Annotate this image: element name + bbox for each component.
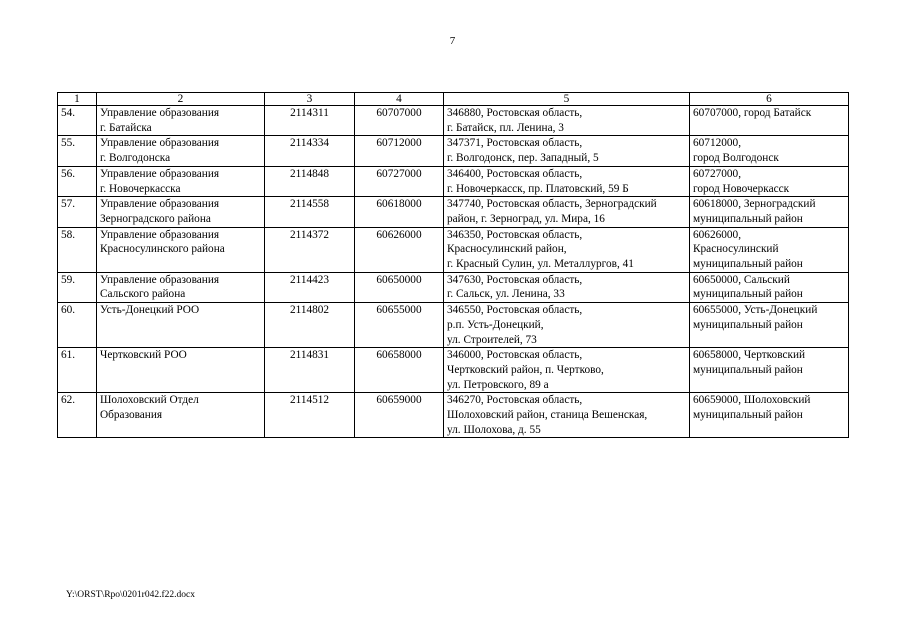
table-body (58, 106, 849, 438)
cell-line: г. Батайска (100, 121, 152, 134)
code-col-4: 60707000 (355, 106, 444, 136)
cell-line: 346350, Ростовская область, (447, 228, 583, 241)
row-number: 61. (58, 348, 97, 393)
municipality (690, 303, 849, 348)
row-number: 60. (58, 303, 97, 348)
cell-line: 346270, Ростовская область, (447, 394, 583, 407)
code-col-4: 60650000 (355, 272, 444, 302)
municipality (690, 166, 849, 196)
cell-line: г. Красный Сулин, ул. Металлургов, 41 (447, 258, 634, 271)
municipality (690, 197, 849, 227)
cell-line: 346880, Ростовская область, (447, 107, 583, 119)
address (444, 272, 690, 302)
cell-line: Зерноградского района (100, 212, 211, 225)
table-row (58, 393, 849, 438)
cell-line: 346000, Ростовская область, (447, 349, 583, 362)
cell-line: Сальского района (100, 288, 186, 301)
cell-line: город Новочеркасск (693, 182, 790, 195)
header-col-3: 3 (265, 93, 355, 106)
code-col-4: 60618000 (355, 197, 444, 227)
organization-name (97, 166, 265, 196)
organization-name (97, 348, 265, 393)
code-col-4: 60712000 (355, 136, 444, 166)
header-col-2: 2 (97, 93, 265, 106)
cell-line: Красносулинского района (100, 243, 225, 256)
organization-name (97, 197, 265, 227)
cell-line: р.п. Усть-Донецкий, (447, 318, 544, 331)
cell-line: Чертковский РОО (100, 349, 187, 362)
cell-line: 347740, Ростовская область, Зерноградский (447, 198, 657, 211)
cell-line: 60655000, Усть-Донецкий (693, 304, 818, 317)
organization-name (97, 303, 265, 348)
municipality (690, 272, 849, 302)
code-col-3: 2114372 (265, 227, 355, 272)
code-col-4: 60727000 (355, 166, 444, 196)
cell-line: муниципальный район (693, 363, 803, 376)
cell-line: Управление образования (100, 228, 220, 241)
table-header-row (58, 93, 849, 106)
cell-line: г. Новочеркасска (100, 182, 181, 195)
municipality (690, 393, 849, 438)
cell-line: 60727000, (693, 167, 742, 180)
organization-name (97, 393, 265, 438)
cell-line: 60650000, Сальский (693, 273, 790, 286)
cell-line: 60659000, Шолоховский (693, 394, 811, 407)
code-col-3: 2114311 (265, 106, 355, 136)
row-number: 56. (58, 166, 97, 196)
code-col-4: 60655000 (355, 303, 444, 348)
cell-line: муниципальный район (693, 409, 803, 422)
cell-line: 346400, Ростовская область, (447, 167, 583, 180)
cell-line: муниципальный район (693, 212, 803, 225)
header-col-6: 6 (690, 93, 849, 106)
code-col-3: 2114802 (265, 303, 355, 348)
cell-line: Чертковский район, п. Чертково, (447, 363, 604, 376)
cell-line: 60712000, (693, 137, 742, 150)
cell-line: муниципальный район (693, 318, 803, 331)
cell-line: Управление образования (100, 107, 220, 119)
cell-line: г. Волгодонска (100, 152, 171, 165)
organization-name (97, 106, 265, 136)
address (444, 197, 690, 227)
cell-line: Красносулинский (693, 243, 779, 256)
address (444, 303, 690, 348)
cell-line: 60626000, (693, 228, 742, 241)
municipality (690, 227, 849, 272)
code-col-3: 2114512 (265, 393, 355, 438)
cell-line: 60707000, город Батайск (693, 107, 812, 119)
cell-line: Управление образования (100, 273, 220, 286)
cell-line: г. Сальск, ул. Ленина, 33 (447, 288, 565, 301)
row-number: 59. (58, 272, 97, 302)
row-number: 57. (58, 197, 97, 227)
organizations-table (57, 92, 849, 438)
table-row (58, 348, 849, 393)
address (444, 166, 690, 196)
cell-line: Управление образования (100, 198, 220, 211)
row-number: 55. (58, 136, 97, 166)
code-col-3: 2114848 (265, 166, 355, 196)
organization-name (97, 136, 265, 166)
municipality (690, 106, 849, 136)
address (444, 106, 690, 136)
cell-line: г. Волгодонск, пер. Западный, 5 (447, 152, 599, 165)
header-col-4: 4 (355, 93, 444, 106)
cell-line: г. Новочеркасск, пр. Платовский, 59 Б (447, 182, 629, 195)
cell-line: 60658000, Чертковский (693, 349, 806, 362)
row-number: 54. (58, 106, 97, 136)
address (444, 136, 690, 166)
cell-line: 60618000, Зерноградский (693, 198, 816, 211)
code-col-4: 60626000 (355, 227, 444, 272)
cell-line: район, г. Зерноград, ул. Мира, 16 (447, 212, 605, 225)
table-row (58, 303, 849, 348)
cell-line: город Волгодонск (693, 152, 779, 165)
cell-line: ул. Строителей, 73 (447, 333, 537, 346)
code-col-4: 60659000 (355, 393, 444, 438)
cell-line: 347630, Ростовская область, (447, 273, 583, 286)
cell-line: 346550, Ростовская область, (447, 304, 583, 317)
cell-line: 347371, Ростовская область, (447, 137, 583, 150)
header-col-5: 5 (444, 93, 690, 106)
organization-name (97, 227, 265, 272)
cell-line: Шолоховский Отдел (100, 394, 199, 407)
cell-line: Управление образования (100, 137, 220, 150)
cell-line: Образования (100, 409, 163, 422)
address (444, 393, 690, 438)
header-col-1: 1 (58, 93, 97, 106)
cell-line: муниципальный район (693, 258, 803, 271)
organization-name (97, 272, 265, 302)
code-col-3: 2114831 (265, 348, 355, 393)
municipality (690, 348, 849, 393)
cell-line: Шолоховский район, станица Вешенская, (447, 409, 648, 422)
code-col-4: 60658000 (355, 348, 444, 393)
cell-line: Красносулинский район, (447, 243, 567, 256)
table-row (58, 166, 849, 196)
row-number: 62. (58, 393, 97, 438)
table-row (58, 197, 849, 227)
page-number: 7 (449, 35, 456, 47)
cell-line: ул. Петровского, 89 а (447, 378, 549, 391)
table-row (58, 227, 849, 272)
code-col-3: 2114334 (265, 136, 355, 166)
table-row (58, 272, 849, 302)
cell-line: Усть-Донецкий РОО (100, 304, 200, 317)
code-col-3: 2114558 (265, 197, 355, 227)
row-number: 58. (58, 227, 97, 272)
table-row (58, 106, 849, 136)
cell-line: муниципальный район (693, 288, 803, 301)
cell-line: г. Батайск, пл. Ленина, 3 (447, 121, 564, 134)
cell-line: ул. Шолохова, д. 55 (447, 423, 541, 436)
table-row (58, 136, 849, 166)
footer-file-path: Y:\ORST\Rpo\0201r042.f22.docx (66, 590, 195, 600)
cell-line: Управление образования (100, 167, 220, 180)
municipality (690, 136, 849, 166)
address (444, 348, 690, 393)
code-col-3: 2114423 (265, 272, 355, 302)
address (444, 227, 690, 272)
